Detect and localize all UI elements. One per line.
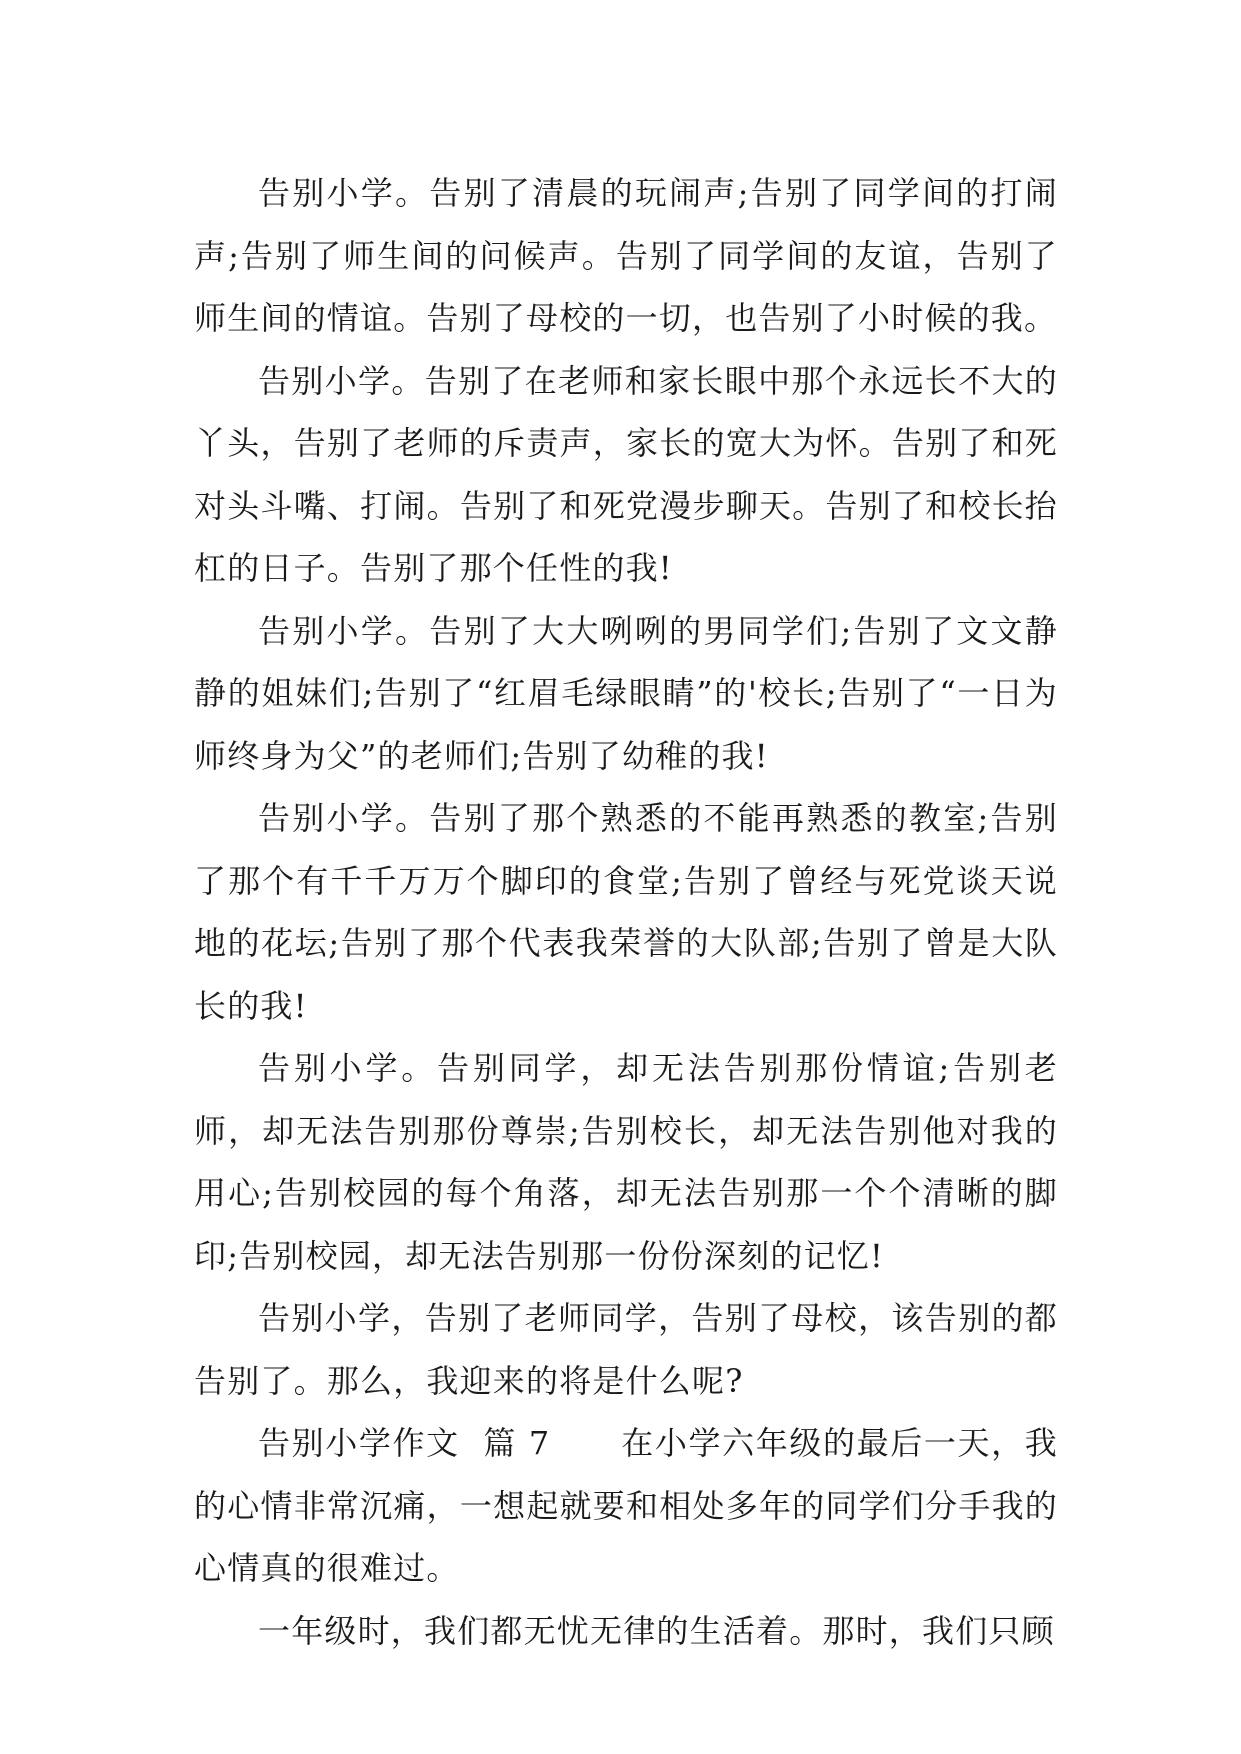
paragraph-5: 告别小学。告别同学，却无法告别那份情谊;告别老师，却无法告别那份尊崇;告别校长，却无法告别他对我的用心;告别校园的每个角落，却无法告别那一个个清晰的脚印;告别校园，却无法告别那一份份深刻的记忆! <box>194 1049 1058 1275</box>
document-page <box>194 162 1058 1662</box>
paragraph-4: 告别小学。告别了那个熟悉的不能再熟悉的教室;告别了那个有千千万万个脚印的食堂;告别了曾经与死党谈天说地的花坛;告别了那个代表我荣誉的大队部;告别了曾是大队长的我! <box>194 799 1058 1025</box>
paragraph-2: 告别小学。告别了在老师和家长眼中那个永远长不大的丫头，告别了老师的斥责声，家长的宽大为怀。告别了和死对头斗嘴、打闹。告别了和死党漫步聊天。告别了和校长抬杠的日子。告别了那个任性的我! <box>194 361 1058 587</box>
paragraph-7-essay-heading: 告别小学作文 篇 7 在小学六年级的最后一天，我的心情非常沉痛，一想起就要和相处多年的同学们分手我的心情真的很难过。 <box>194 1424 1058 1587</box>
paragraph-1: 告别小学。告别了清晨的玩闹声;告别了同学间的打闹声;告别了师生间的问候声。告别了同学间的友谊，告别了师生间的情谊。告别了母校的一切，也告别了小时候的我。 <box>194 174 1058 337</box>
paragraph-3: 告别小学。告别了大大咧咧的男同学们;告别了文文静静的姐妹们;告别了“红眉毛绿眼睛”的'校长;告别了“一日为师终身为父”的老师们;告别了幼稚的我! <box>194 611 1058 775</box>
paragraph-8: 一年级时，我们都无忧无律的生活着。那时，我们只顾 <box>258 1611 1055 1650</box>
paragraph-6: 告别小学，告别了老师同学，告别了母校，该告别的都告别了。那么，我迎来的将是什么呢? <box>194 1299 1058 1400</box>
